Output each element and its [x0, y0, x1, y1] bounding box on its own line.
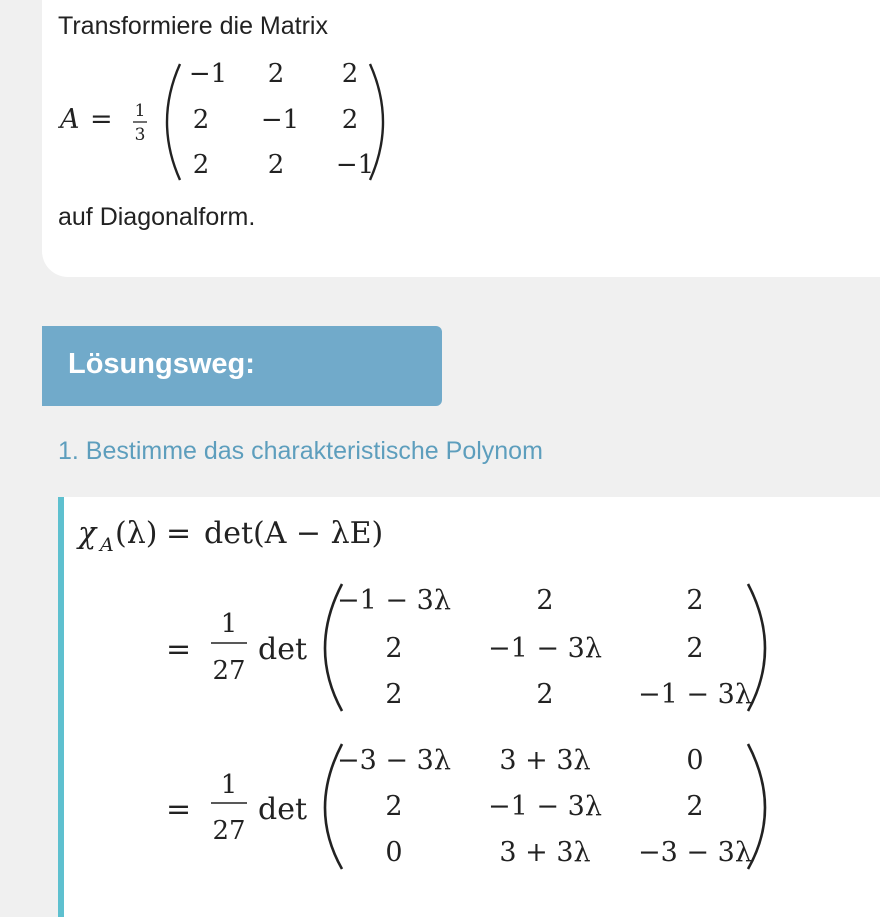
task-outro-text: auf Diagonalform.: [58, 203, 256, 231]
matrix-cell: 2: [385, 791, 403, 822]
svg-text:=: =: [166, 632, 192, 667]
factor-numerator: 1: [134, 101, 146, 121]
matrix-cell: −1: [188, 60, 228, 89]
matrix-cell: 2: [536, 679, 554, 710]
det-expression: det(A − λE): [204, 516, 384, 551]
matrix-a-equation: [58, 60, 398, 185]
matrix-cell: 2: [341, 60, 359, 89]
matrix-name: A: [60, 104, 80, 135]
solution-banner-title: Lösungsweg:: [68, 348, 255, 380]
matrix-cell: −1 − 3λ: [488, 633, 602, 664]
matrix-cell: 2: [267, 150, 285, 180]
matrix-cell: 0: [686, 745, 704, 776]
matrix-cell: 2: [192, 150, 210, 180]
matrix-cell: −1 − 3λ: [488, 791, 602, 822]
matrix-cell: −1 − 3λ: [638, 679, 752, 710]
matrix-cell: 2: [192, 105, 210, 135]
matrix-cell: 3 + 3λ: [499, 745, 591, 776]
step-1-equations: [58, 497, 880, 917]
matrix-cell: 2: [686, 633, 704, 664]
chi-subscript: A: [100, 534, 114, 556]
left-parenthesis: [167, 64, 180, 180]
matrix-cell: −1 − 3λ: [337, 585, 451, 616]
matrix-cell: −1: [260, 105, 300, 135]
matrix-cell: 2: [686, 791, 704, 822]
svg-text:=: =: [166, 792, 192, 827]
task-intro-text: Transformiere die Matrix: [58, 12, 328, 40]
matrix-cell: −1: [335, 150, 375, 180]
det-label: det: [258, 632, 308, 667]
matrix-cell: 2: [385, 633, 403, 664]
matrix-cell: 2: [341, 105, 359, 135]
matrix-cell: −3 − 3λ: [337, 745, 451, 776]
matrix-cell: 2: [686, 585, 704, 616]
matrix-cell: 2: [267, 60, 285, 89]
chi-argument: (λ): [115, 516, 158, 551]
fraction-denominator: 27: [212, 816, 246, 846]
svg-text:=: =: [90, 104, 113, 135]
matrix-cell: 2: [385, 679, 403, 710]
det-label: det: [258, 792, 308, 827]
fraction-numerator: 1: [220, 609, 238, 639]
fraction-denominator: 27: [212, 656, 246, 686]
svg-text:=: =: [166, 516, 192, 551]
matrix-cell: 0: [385, 837, 403, 868]
matrix-cell: 2: [536, 585, 554, 616]
step-1-title: 1. Bestimme das charakteristische Polynom: [58, 437, 543, 465]
fraction-numerator: 1: [220, 770, 238, 800]
solution-panel: [58, 497, 880, 917]
solution-banner: [42, 326, 442, 406]
chi-symbol: χ: [78, 516, 97, 551]
matrix-cell: 3 + 3λ: [499, 837, 591, 868]
factor-denominator: 3: [134, 125, 146, 145]
matrix-cell: −3 − 3λ: [638, 837, 752, 868]
